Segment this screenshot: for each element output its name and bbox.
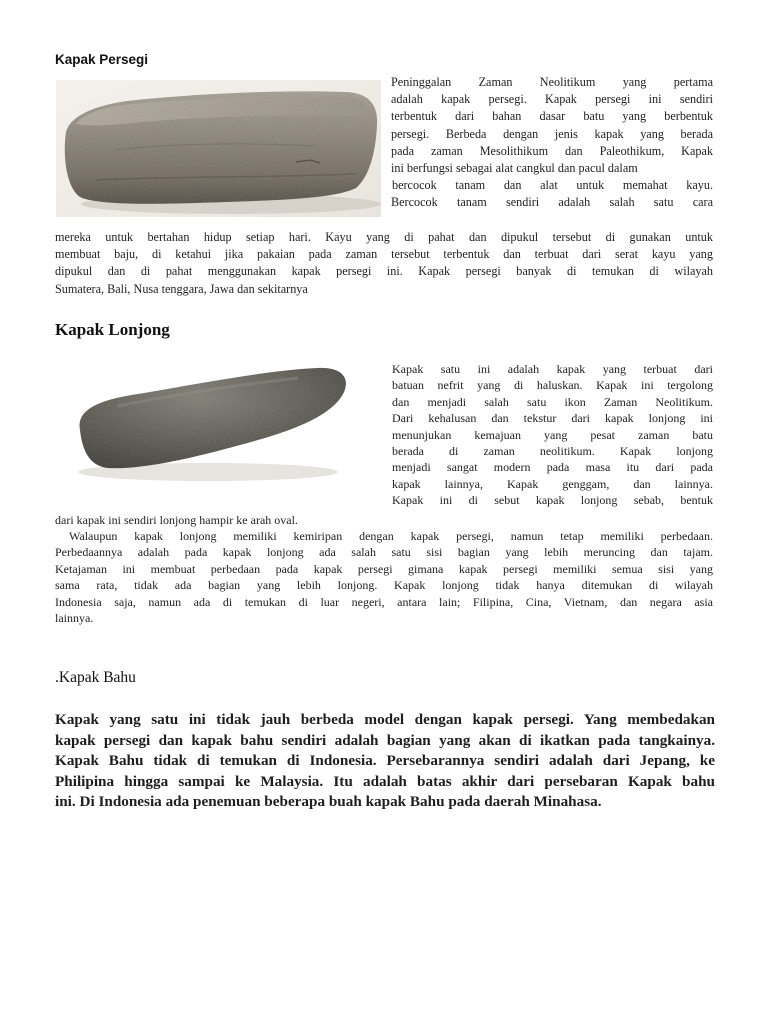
kapak-persegi-paragraph-side <box>391 74 713 212</box>
text-line: Ketajaman ini membuat perbedaan pada kapak persegi gimana kapak persegi memiliki semua sisi yang <box>55 561 713 576</box>
text-line: Walaupun kapak lonjong memiliki kemiripan dengan kapak persegi, namun tetap memiliki perbedaan. <box>69 529 713 543</box>
text-line: Dari kehalusan dan tekstur dari kapak lonjong ini <box>392 411 713 426</box>
text-line: membuat baju, di ketahui jika pakaian pada zaman tersebut terbentuk dan terbuat dari serat kayu yang <box>55 247 713 262</box>
kapak-persegi-photo <box>56 80 381 217</box>
text-line: Bercocok tanam sendiri adalah salah satu cara <box>391 195 713 210</box>
text-line: dipukul dan di pahat menggunakan kapak persegi ini. Kapak persegi banyak di temukan di wilayah <box>55 264 713 279</box>
text-line: dan menjadi salah satu ikon Zaman Neolitikum. <box>392 394 713 409</box>
heading-kapak-lonjong: Kapak Lonjong <box>55 320 170 339</box>
text-line: pada zaman Mesolithikum dan Paleothikum, Kapak <box>391 143 713 158</box>
heading-kapak-bahu: .Kapak Bahu <box>55 669 136 686</box>
text-line: lainnya. <box>55 611 94 626</box>
heading-kapak-persegi: Kapak Persegi <box>55 52 149 67</box>
kapak-lonjong-paragraph-tail <box>55 512 713 528</box>
text-line: adalah kapak persegi. Kapak persegi ini sendiri <box>391 92 713 107</box>
text-line: bercocok tanam dan alat untuk memahat kayu. <box>392 178 713 193</box>
text-line: Kapak satu ini adalah kapak yang terbuat dari <box>392 362 713 376</box>
text-line: Kapak ini di sebut kapak lonjong sebab, bentuk <box>392 493 713 508</box>
text-line: ini berfungsi sebagai alat cangkul dan pacul dalam <box>391 161 638 176</box>
text-line: Kapak Bahu tidak di temukan di Indonesia. Persebarannya sendiri adalah dari Jepang, ke <box>55 752 715 770</box>
text-line: Philipina hingga sampai ke Malaysia. Itu adalah batas akhir dari persebaran Kapak bahu <box>55 772 715 790</box>
text-line: Indonesia saja, namun ada di temukan di luar negeri, antara lain; Filipina, Cina, Vietnam, dan negara asia <box>55 594 713 609</box>
text-line: sama rata, tidak ada bagian yang lebih lonjong. Kapak lonjong tidak hanya ditemukan di wilayah <box>55 578 713 593</box>
kapak-lonjong-photo <box>58 360 358 490</box>
text-line: dari kapak ini sendiri lonjong hampir ke arah oval. <box>55 513 298 527</box>
text-line: ini. Di Indonesia ada penemuan beberapa buah kapak Bahu pada daerah Minahasa. <box>55 793 602 811</box>
text-line: Perbedaannya adalah pada kapak lonjong ada salah satu sisi bagian yang lebih meruncing dan tajam. <box>55 545 713 560</box>
text-line: Kapak yang satu ini tidak jauh berbeda model dengan kapak persegi. Yang membedakan <box>55 711 715 728</box>
text-line: Sumatera, Bali, Nusa tenggara, Jawa dan sekitarnya <box>55 281 308 296</box>
kapak-lonjong-paragraph-side <box>392 361 713 509</box>
text-line: kapak lainnya, Kapak genggam, dan lainnya. <box>392 476 713 491</box>
text-line: menjadi sangat modern pada masa itu dari pada <box>392 460 713 475</box>
text-line: batuan nefrit yang di haluskan. Kapak ini tergolong <box>392 378 713 393</box>
text-line: menunjukan kemajuan yang pesat zaman batu <box>392 427 713 442</box>
text-line: mereka untuk bertahan hidup setiap hari. Kayu yang di pahat dan dipukul tersebut di gunakan untuk <box>55 230 713 244</box>
kapak-persegi-paragraph-full <box>55 229 713 298</box>
text-line: persegi. Berbeda dengan jenis kapak yang berada <box>391 126 713 141</box>
text-line: Peninggalan Zaman Neolitikum yang pertama <box>391 75 713 89</box>
kapak-bahu-paragraph <box>55 710 715 813</box>
kapak-lonjong-paragraph-2 <box>55 528 713 626</box>
text-line: kapak persegi dan kapak bahu sendiri adalah bagian yang akan di ikatkan pada tangkainya. <box>55 731 715 749</box>
text-line: berada di zaman neolitikum. Kapak lonjong <box>392 444 713 459</box>
text-line: terbentuk dari bahan dasar batu yang berbentuk <box>391 109 713 124</box>
